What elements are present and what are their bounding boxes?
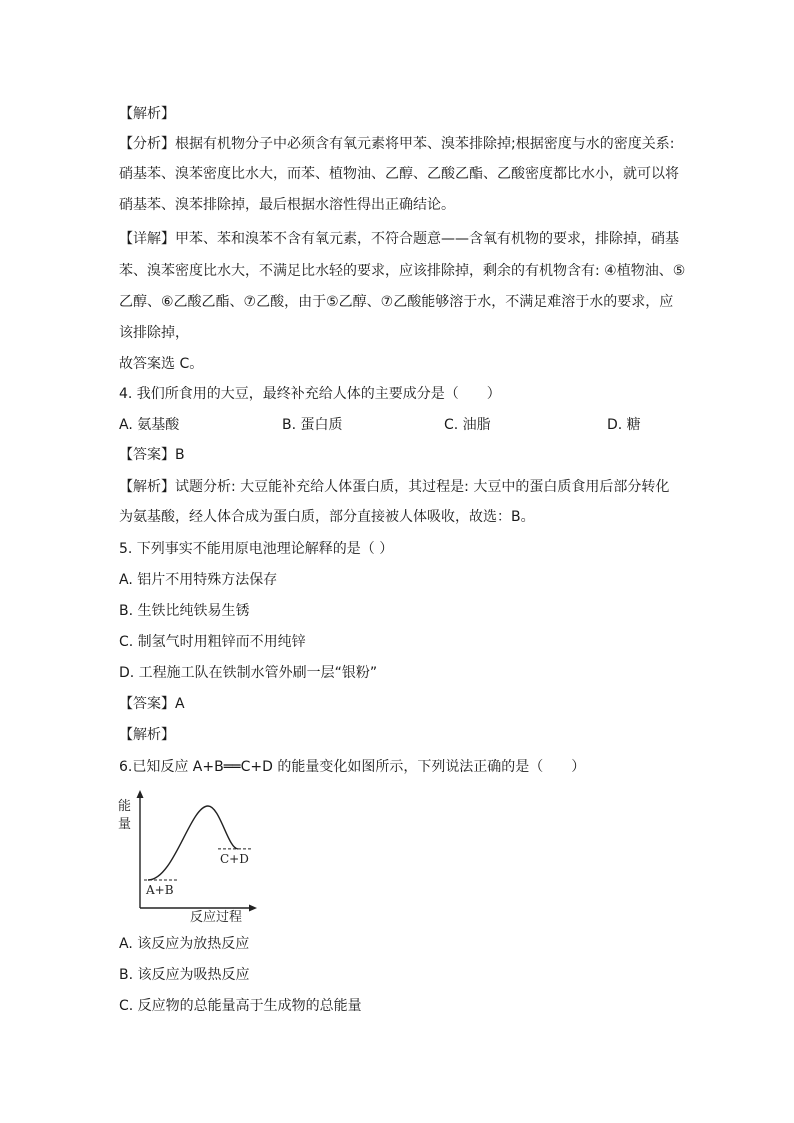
question-5-analysis: 【解析】 — [119, 727, 175, 743]
question-4-choice-d: D. 糖 — [607, 417, 641, 433]
question-5-choice-c: C. 制氢气时用粗锌而不用纯锌 — [119, 634, 306, 650]
question-6-choice-b: B. 该反应为吸热反应 — [119, 967, 250, 983]
question-5-choice-b: B. 生铁比纯铁易生锈 — [119, 603, 250, 619]
question-6-choice-c: C. 反应物的总能量高于生成物的总能量 — [119, 998, 362, 1014]
process-axis-arrow — [249, 905, 257, 912]
energy-axis-label-char-1: 能 — [118, 799, 132, 814]
analysis-heading: 【解析】 — [119, 106, 175, 122]
question-4-explanation-1: 【解析】试题分析: 大豆能补充给人体蛋白质，其过程是: 大豆中的蛋白质食用后部分转化 — [119, 479, 670, 495]
question-4-answer: 【答案】B — [119, 447, 185, 463]
energy-curve — [148, 806, 238, 880]
question-5-answer: 【答案】A — [119, 696, 185, 712]
detail-text-4: 该排除掉， — [119, 325, 189, 341]
detail-text-3: 乙醇、⑥乙酸乙酯、⑦乙酸，由于⑤乙醇、⑦乙酸能够溶于水，不满足难溶于水的要求，应 — [119, 294, 674, 310]
process-axis-label: 反应过程 — [190, 910, 243, 924]
question-6-choice-a: A. 该反应为放热反应 — [119, 936, 250, 952]
question-4-stem: 4. 我们所食用的大豆，最终补充给人体的主要成分是（ ） — [119, 386, 501, 402]
reactant-label: A+B — [146, 883, 174, 897]
analysis-text-1: 【分析】根据有机物分子中必须含有氧元素将甲苯、溴苯排除掉;根据密度与水的密度关系: — [119, 136, 675, 152]
detail-conclusion: 故答案选 C。 — [119, 356, 204, 372]
question-4-choice-a: A. 氨基酸 — [119, 417, 180, 433]
question-5-choice-a: A. 铝片不用特殊方法保存 — [119, 572, 278, 588]
question-5-choice-d: D. 工程施工队在铁制水管外刷一层“银粉” — [119, 665, 378, 681]
analysis-text-2: 硝基苯、溴苯密度比水大，而苯、植物油、乙醇、乙酸乙酯、乙酸密度都比水小，就可以将 — [119, 166, 679, 182]
question-4-choice-c: C. 油脂 — [444, 417, 491, 433]
energy-diagram — [114, 788, 264, 924]
question-6-stem: 6.已知反应 A+B══C+D 的能量变化如图所示，下列说法正确的是（ ） — [119, 759, 586, 775]
question-5-stem: 5. 下列事实不能用原电池理论解释的是（ ） — [119, 541, 394, 557]
analysis-text-3: 硝基苯、溴苯排除掉，最后根据水溶性得出正确结论。 — [119, 197, 455, 213]
question-4-explanation-2: 为氨基酸，经人体合成为蛋白质，部分直接被人体吸收，故选：B。 — [119, 509, 535, 525]
energy-axis-label-char-2: 量 — [118, 817, 132, 832]
product-label: C+D — [220, 851, 249, 866]
question-4-choice-b: B. 蛋白质 — [282, 417, 343, 433]
detail-text-2: 苯、溴苯密度比水大，不满足比水轻的要求，应该排除掉，剩余的有机物含有: ④植物油、⑤ — [119, 263, 686, 279]
detail-text-1: 【详解】甲苯、苯和溴苯不含有氧元素，不符合题意——含氧有机物的要求，排除掉，硝基 — [119, 231, 679, 247]
energy-axis-arrow — [137, 790, 144, 798]
